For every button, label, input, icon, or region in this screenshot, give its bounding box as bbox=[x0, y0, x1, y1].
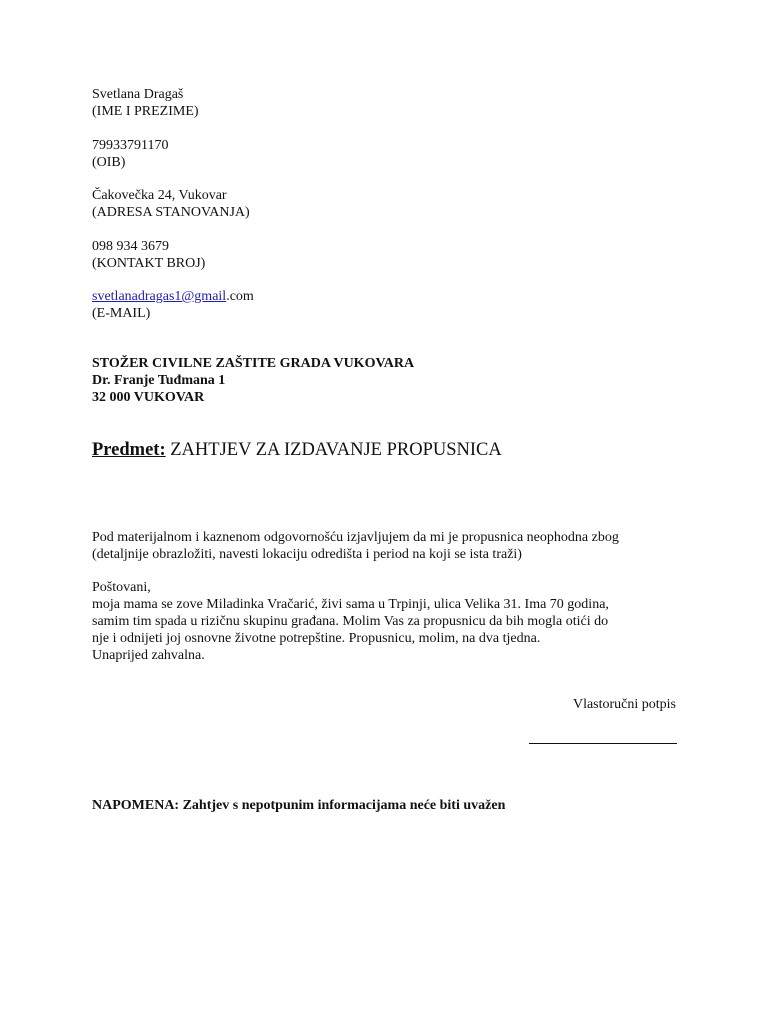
recipient-line-3: 32 000 VUKOVAR bbox=[92, 390, 205, 405]
letter-line-1: moja mama se zove Miladinka Vračarić, živi sama u Trpinji, ulica Velika 31. Ima 70 godina, bbox=[92, 597, 609, 612]
recipient-line-1: STOŽER CIVILNE ZAŠTITE GRADA VUKOVARA bbox=[92, 356, 415, 371]
sender-oib-caption: (OIB) bbox=[92, 155, 126, 170]
declaration-line-1: Pod materijalnom i kaznenom odgovornošću izjavljujem da mi je propusnica neophodna zbog bbox=[92, 530, 619, 545]
subject-label: Predmet: bbox=[92, 440, 166, 460]
declaration-line-2: (detaljnije obrazložiti, navesti lokaciju odredišta i period na koji se ista traži) bbox=[92, 547, 522, 562]
subject-line bbox=[92, 439, 502, 461]
sender-phone: 098 934 3679 bbox=[92, 239, 169, 254]
subject-text: ZAHTJEV ZA IZDAVANJE PROPUSNICA bbox=[165, 440, 502, 460]
email-suffix: .com bbox=[226, 289, 254, 304]
sender-email-caption: (E-MAIL) bbox=[92, 306, 151, 321]
signature-label: Vlastoručni potpis bbox=[572, 697, 676, 712]
email-link[interactable]: svetlanadragas1@gmail bbox=[92, 289, 227, 304]
letter-line-3: nje i odnijeti joj osnovne životne potrepštine. Propusnicu, molim, na dva tjedna. bbox=[92, 631, 541, 646]
note-text: NAPOMENA: Zahtjev s nepotpunim informacijama neće biti uvažen bbox=[92, 798, 506, 813]
sender-name: Svetlana Dragaš bbox=[92, 87, 184, 102]
sender-address: Čakovečka 24, Vukovar bbox=[92, 188, 227, 203]
recipient-line-2: Dr. Franje Tuđmana 1 bbox=[92, 373, 226, 388]
sender-oib: 79933791170 bbox=[92, 138, 169, 153]
letter-line-2: samim tim spada u rizičnu skupinu građana. Molim Vas za propusnicu da bih mogla otići do bbox=[92, 614, 609, 629]
letter-closing: Unaprijed zahvalna. bbox=[92, 648, 205, 663]
signature-line bbox=[529, 743, 677, 744]
sender-email bbox=[92, 288, 254, 305]
sender-address-caption: (ADRESA STANOVANJA) bbox=[92, 205, 250, 220]
sender-name-caption: (IME I PREZIME) bbox=[92, 104, 199, 119]
letter-greeting: Poštovani, bbox=[92, 580, 151, 595]
sender-phone-caption: (KONTAKT BROJ) bbox=[92, 256, 206, 271]
